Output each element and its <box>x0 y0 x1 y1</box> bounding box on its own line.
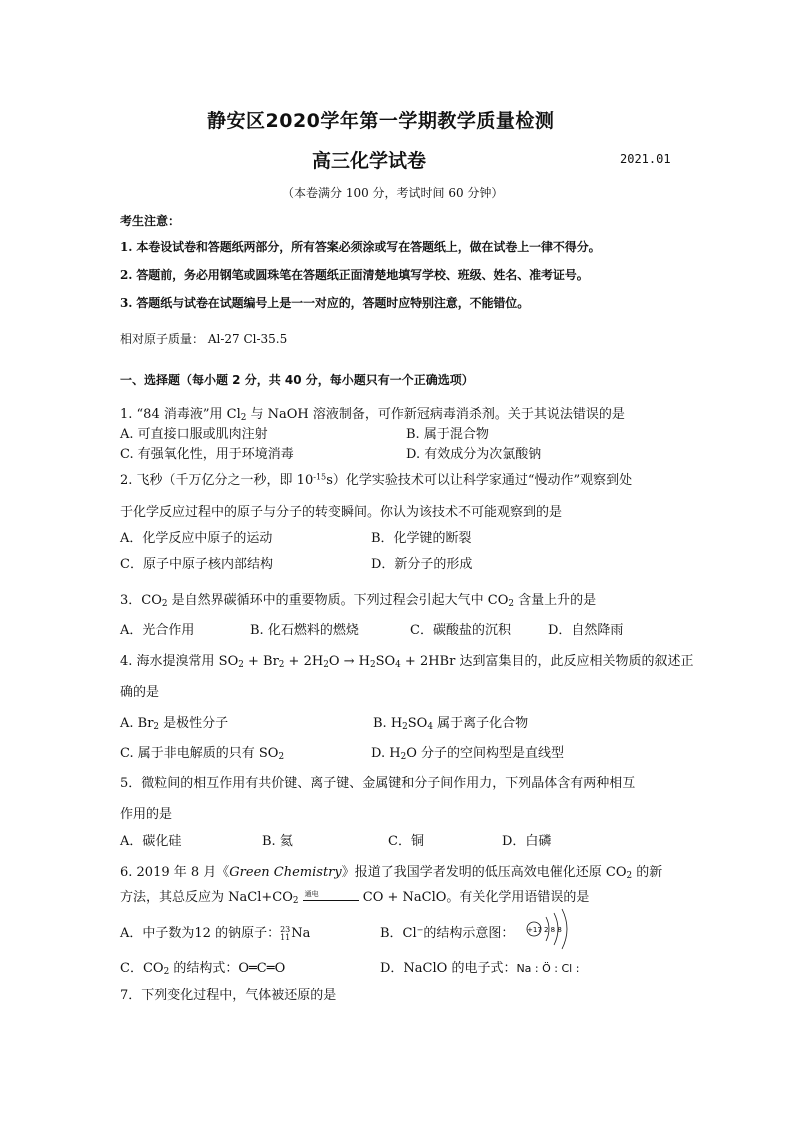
q1-option-c: C. 有强氧化性，用于环境消毒 <box>120 447 294 462</box>
section-heading: 一、选择题（每小题 2 分，共 40 分，每小题只有一个正确选项） <box>120 373 474 387</box>
q3-option-c: C．碳酸盐的沉积 <box>410 623 511 638</box>
q3-option-d: D．自然降雨 <box>548 623 624 638</box>
q6-option-a: A．中子数为12 的钠原子：23 11Na <box>120 924 311 942</box>
q5-option-a: A．碳化硅 <box>120 834 182 849</box>
notice-item-1: 1. 本卷设试卷和答题纸两部分，所有答案必须涂或写在答题纸上，做在试卷上一律不得分。 <box>120 240 601 254</box>
q1-option-a: A. 可直接口服或肌肉注射 <box>120 427 268 442</box>
q6-option-d: D．NaClO 的电子式：Na : Ö : Cl : <box>380 961 580 976</box>
q3-option-a: A．光合作用 <box>120 623 195 638</box>
q6-option-b: B．Cl−的结构示意图： <box>380 925 515 941</box>
question-6-stem-line1: 6. 2019 年 8 月《Green Chemistry》报道了我国学者发明的低压高效电催化还原 $CO_2$ 的新 <box>120 865 663 882</box>
notice-heading: 考生注意： <box>120 214 181 228</box>
shell-electrons-label: 2 8 8 <box>544 926 562 934</box>
question-3-stem: 3．$CO_2$ 是自然界碳循环中的重要物质。下列过程会引起大气中 $CO_2$ 含量上升的是 <box>120 593 597 610</box>
question-4-stem-line2: 确的是 <box>120 685 160 700</box>
nuclide-notation: 23 11 <box>280 924 291 942</box>
chloride-ion-structure-diagram <box>522 907 572 951</box>
journal-name: Green Chemistry <box>229 865 342 880</box>
exam-info-note: （本卷满分 100 分，考试时间 60 分钟） <box>282 186 504 200</box>
electron-formula: Na : Ö : Cl : <box>516 962 580 975</box>
atomic-mass-line: 相对原子质量： Al-27 Cl-35.5 <box>120 332 288 346</box>
q2-option-b: B．化学键的断裂 <box>371 531 472 546</box>
q1-option-d: D. 有效成分为次氯酸钠 <box>406 447 542 462</box>
q3-option-b: B. 化石燃料的燃烧 <box>250 623 359 638</box>
question-6-stem-line2: 方法，其总反应为 $NaCl+CO_2$ 通电 CO + NaClO。有关化学用语错误的是 <box>120 889 590 907</box>
q4-option-c: C. 属于非电解质的只有 $SO_2$ <box>120 746 285 763</box>
q4-option-b: B. $H_2SO_4$ 属于离子化合物 <box>373 716 529 733</box>
question-1-stem: 1. “84 消毒液”用 $Cl_2$ 与 NaOH 溶液制备，可作新冠病毒消杀剂。关于其说法错误的是 <box>120 407 625 424</box>
question-7-stem: 7．下列变化过程中，气体被还原的是 <box>120 988 337 1003</box>
q2-option-c: C．原子中原子核内部结构 <box>120 557 273 572</box>
q5-option-d: D．白磷 <box>502 834 552 849</box>
nucleus-label: +17 <box>527 926 542 934</box>
q6-option-c: C．$CO_2$ 的结构式：O═C═O <box>120 961 286 978</box>
q2-option-d: D．新分子的形成 <box>371 557 473 572</box>
question-2-stem-line1: 2. 飞秒（千万亿分之一秒，即 $10^{-15}s$）化学实验技术可以让科学家通过“慢动作”观察到处 <box>120 472 633 488</box>
exam-date: 2021.01 <box>620 152 671 166</box>
q1-option-b: B. 属于混合物 <box>406 427 489 442</box>
question-5-stem-line2: 作用的是 <box>120 807 173 822</box>
q4-option-d: D. $H_2O$ 分子的空间构型是直线型 <box>371 746 564 763</box>
page-subtitle: 高三化学试卷 <box>312 150 427 172</box>
question-4-stem-line1: 4. 海水提溴常用 $SO_2 + Br_2 + 2H_2O \to H_2SO_4 + 2HBr$ 达到富集目的，此反应相关物质的叙述正 <box>120 654 694 671</box>
question-5-stem-line1: 5．微粒间的相互作用有共价键、离子键、金属键和分子间作用力，下列晶体含有两种相互 <box>120 776 636 791</box>
page-title: 静安区2020学年第一学期教学质量检测 <box>207 110 555 132</box>
q2-option-a: A．化学反应中原子的运动 <box>120 531 273 546</box>
q4-option-a: A. $Br_2$ 是极性分子 <box>120 716 229 733</box>
notice-item-2: 2. 答题前，务必用钢笔或圆珠笔在答题纸正面清楚地填写学校、班级、姓名、准考证号。 <box>120 268 589 282</box>
question-2-stem-line2: 于化学反应过程中的原子与分子的转变瞬间。你认为该技术不可能观察到的是 <box>120 505 563 520</box>
reaction-arrow: 通电 <box>303 891 359 905</box>
q5-option-b: B. 氦 <box>262 834 293 849</box>
q5-option-c: C．铜 <box>388 834 424 849</box>
notice-item-3: 3. 答题纸与试卷在试题编号上是一一对应的，答题时应特别注意，不能错位。 <box>120 296 530 310</box>
